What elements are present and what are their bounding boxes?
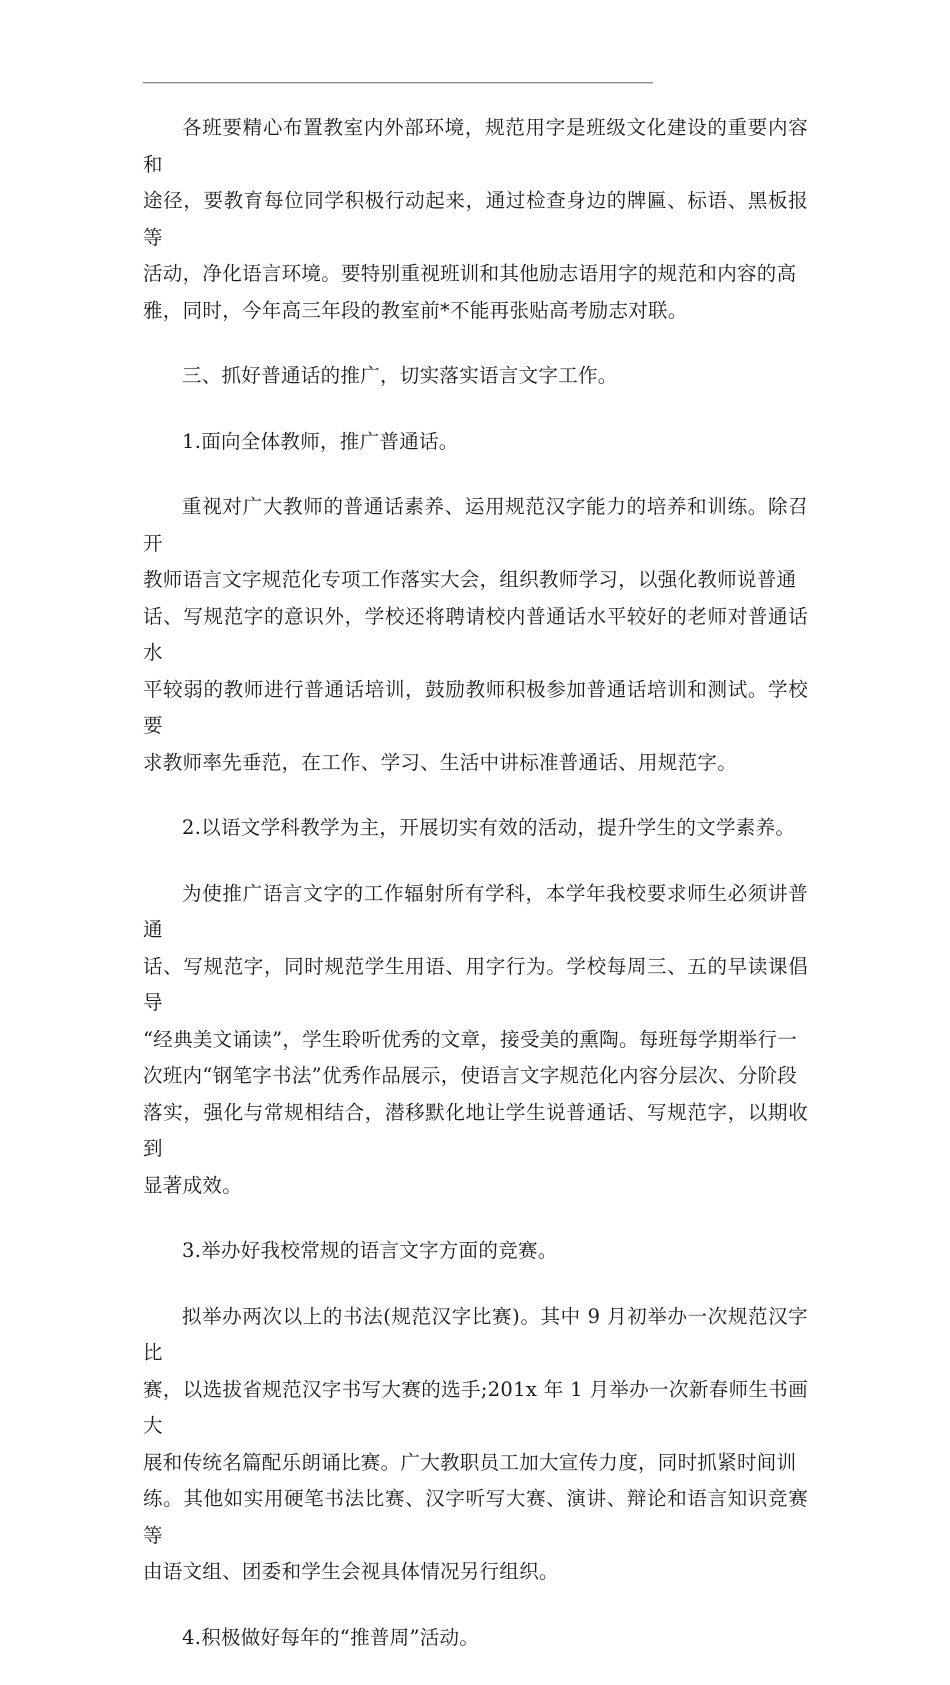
subheading-1: [143, 424, 808, 461]
paragraph-student-activities: [143, 876, 808, 1205]
text-line: 雅，同时，今年高三年段的教室前*不能再张贴高考励志对联。: [143, 298, 688, 322]
text-line: 为使推广语言文字的工作辐射所有学科，本学年我校要求师生必须讲普通: [143, 881, 808, 941]
heading-text: 3.举办好我校常规的语言文字方面的竞赛。: [182, 1239, 558, 1262]
text-line: 显著成效。: [143, 1173, 243, 1197]
heading-text: 1.面向全体教师，推广普通话。: [182, 429, 459, 453]
text-line: 话、写规范字，同时规范学生用语、用字行为。学校每周三、五的早读课倡导: [143, 954, 808, 1014]
heading-text: 三、抓好普通话的推广，切实落实语言文字工作。: [182, 364, 618, 387]
text-line: 拟举办两次以上的书法(规范汉字比赛)。其中 9 月初举办一次规范汉字比: [143, 1304, 808, 1364]
subheading-4: [143, 1620, 808, 1657]
subheading-3: [143, 1233, 808, 1270]
section-heading-3: [143, 358, 808, 395]
text-line: 平较弱的教师进行普通话培训，鼓励教师积极参加普通话培训和测试。学校要: [143, 677, 808, 737]
text-line: 次班内“钢笔字书法”优秀作品展示，使语言文字规范化内容分层次、分阶段: [143, 1064, 798, 1087]
text-line: 落实，强化与常规相结合，潜移默化地让学生说普通话、写规范字，以期收到: [143, 1100, 808, 1160]
text-line: 活动，净化语言环境。要特别重视班训和其他励志语用字的规范和内容的高: [143, 262, 797, 285]
text-line: 求教师率先垂范，在工作、学习、生活中讲标准普通话、用规范字。: [143, 750, 738, 774]
text-line: 话、写规范字的意识外，学校还将聘请校内普通话水平较好的老师对普通话水: [143, 604, 808, 664]
heading-text: 4.积极做好每年的“推普周”活动。: [182, 1625, 480, 1649]
text-line: 赛，以选拔省规范汉字书写大赛的选手;201x 年 1 月举办一次新春师生书画大: [143, 1377, 808, 1437]
text-line: 由语文组、团委和学生会视具体情况另行组织。: [143, 1560, 559, 1583]
paragraph-classroom-environment: [143, 110, 808, 329]
text-line: 各班要精心布置教室内外部环境，规范用字是班级文化建设的重要内容和: [143, 116, 808, 176]
text-line: “经典美文诵读”，学生聆听优秀的文章，接受美的熏陶。每班每学期举行一: [143, 1027, 798, 1051]
text-line: 教师语言文字规范化专项工作落实大会，组织教师学习，以强化教师说普通: [143, 568, 797, 591]
heading-text: 2.以语文学科教学为主，开展切实有效的活动，提升学生的文学素养。: [182, 816, 796, 839]
document-body: [143, 110, 808, 1685]
text-line: 练。其他如实用硬笔书法比赛、汉字听写大赛、演讲、辩论和语言知识竞赛等: [143, 1487, 808, 1547]
paragraph-teacher-training: [143, 489, 808, 781]
subheading-2: [143, 810, 808, 847]
paragraph-competitions: [143, 1299, 808, 1591]
text-line: 展和传统名篇配乐朗诵比赛。广大教职员工加大宣传力度，同时抓紧时间训: [143, 1450, 797, 1474]
text-line: 途径，要教育每位同学积极行动起来，通过检查身边的牌匾、标语、黑板报等: [143, 189, 808, 249]
text-line: 重视对广大教师的普通话素养、运用规范汉字能力的培养和训练。除召开: [143, 495, 808, 555]
header-divider: [143, 82, 653, 83]
